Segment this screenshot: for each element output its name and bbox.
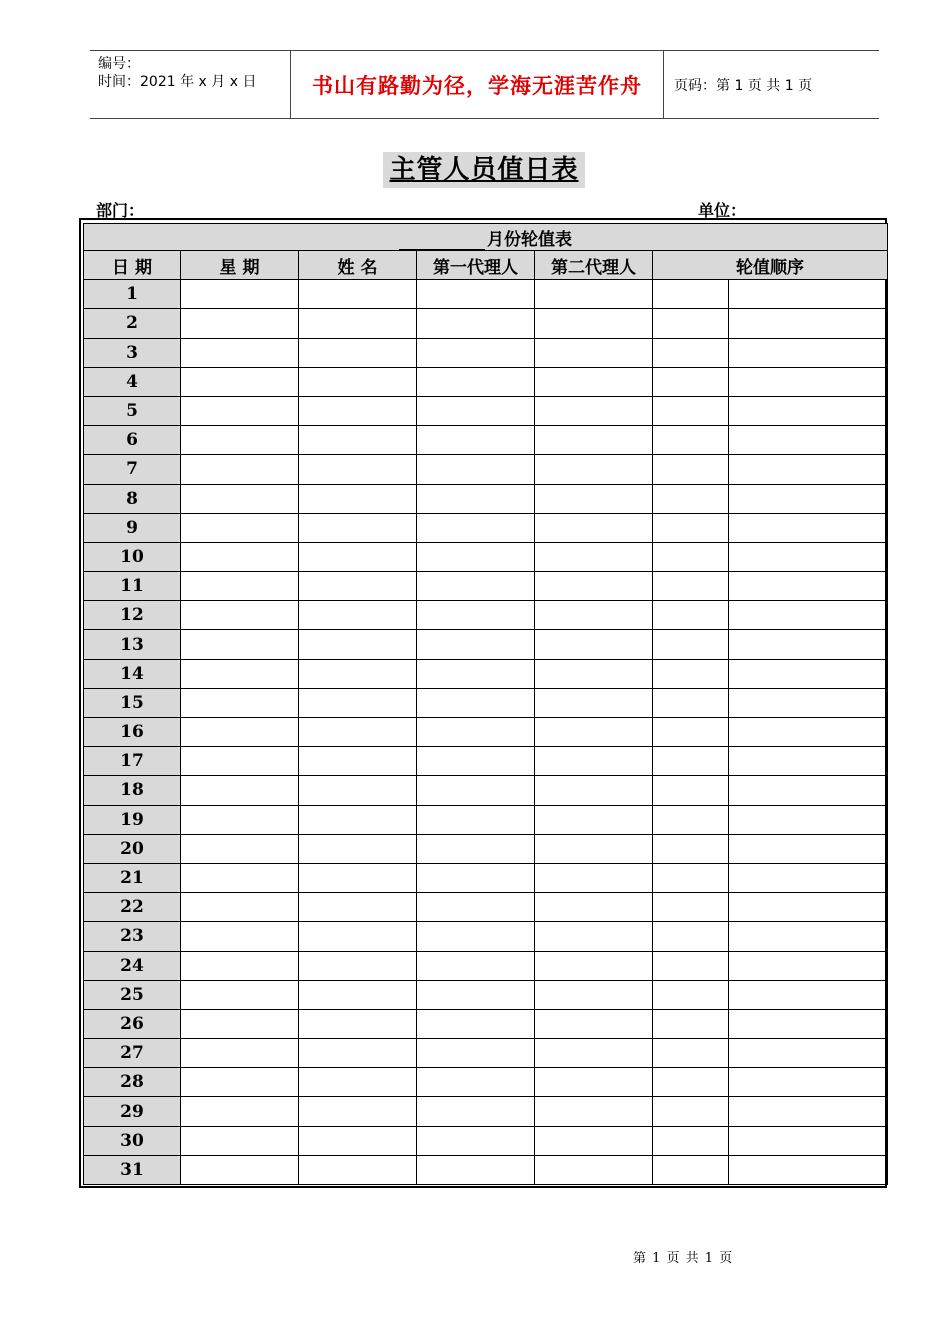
rotation-order-cell-b[interactable] [729,1126,888,1155]
rotation-order-cell-b[interactable] [729,688,888,717]
rotation-order-cell-b[interactable] [729,718,888,747]
first-deputy-cell[interactable] [417,863,535,892]
name-cell[interactable] [299,776,417,805]
weekday-cell[interactable] [181,747,299,776]
weekday-cell[interactable] [181,893,299,922]
col-header-weekday: 星 期 [181,251,299,280]
name-cell[interactable] [299,1097,417,1126]
second-deputy-cell[interactable] [535,426,653,455]
rotation-order-cell-b[interactable] [729,1039,888,1068]
second-deputy-cell[interactable] [535,309,653,338]
table-row [84,280,888,309]
rotation-order-cell-a[interactable] [653,1068,729,1097]
table-row [84,863,888,892]
table-row [84,1039,888,1068]
rotation-order-cell-a[interactable] [653,951,729,980]
weekday-cell[interactable] [181,659,299,688]
rotation-order-cell-a[interactable] [653,718,729,747]
table-row [84,718,888,747]
rotation-order-cell-b[interactable] [729,980,888,1009]
duty-table [83,223,888,1185]
rotation-order-cell-b[interactable] [729,484,888,513]
second-deputy-cell[interactable] [535,455,653,484]
name-cell[interactable] [299,367,417,396]
weekday-cell[interactable] [181,572,299,601]
name-cell[interactable] [299,280,417,309]
day-number: 14 [84,659,181,688]
name-cell[interactable] [299,1126,417,1155]
day-number: 30 [84,1126,181,1155]
rotation-order-cell-b[interactable] [729,455,888,484]
rotation-order-cell-a[interactable] [653,980,729,1009]
first-deputy-cell[interactable] [417,1126,535,1155]
day-number: 16 [84,718,181,747]
day-number: 12 [84,601,181,630]
first-deputy-cell[interactable] [417,659,535,688]
weekday-cell[interactable] [181,718,299,747]
table-row [84,688,888,717]
rotation-order-cell-a[interactable] [653,630,729,659]
rotation-order-cell-a[interactable] [653,484,729,513]
name-cell[interactable] [299,834,417,863]
second-deputy-cell[interactable] [535,688,653,717]
name-cell[interactable] [299,805,417,834]
column-header-row [84,251,888,280]
rotation-order-cell-a[interactable] [653,659,729,688]
name-cell[interactable] [299,718,417,747]
table-row [84,1097,888,1126]
first-deputy-cell[interactable] [417,484,535,513]
rotation-order-cell-a[interactable] [653,455,729,484]
second-deputy-cell[interactable] [535,396,653,425]
name-cell[interactable] [299,542,417,571]
first-deputy-cell[interactable] [417,951,535,980]
department-label: 部门： [96,201,145,220]
table-row [84,513,888,542]
weekday-cell[interactable] [181,338,299,367]
second-deputy-cell[interactable] [535,367,653,396]
first-deputy-cell[interactable] [417,834,535,863]
day-number: 19 [84,805,181,834]
rotation-order-cell-b[interactable] [729,396,888,425]
weekday-cell[interactable] [181,980,299,1009]
day-number: 26 [84,1009,181,1038]
weekday-cell[interactable] [181,396,299,425]
name-cell[interactable] [299,338,417,367]
name-cell[interactable] [299,484,417,513]
table-row [84,834,888,863]
unit-label: 单位： [698,201,747,220]
rotation-order-cell-a[interactable] [653,601,729,630]
second-deputy-cell[interactable] [535,659,653,688]
rotation-order-cell-b[interactable] [729,1155,888,1184]
weekday-cell[interactable] [181,513,299,542]
day-number: 3 [84,338,181,367]
table-row [84,542,888,571]
day-number: 13 [84,630,181,659]
rotation-order-cell-a[interactable] [653,572,729,601]
first-deputy-cell[interactable] [417,280,535,309]
weekday-cell[interactable] [181,1097,299,1126]
name-cell[interactable] [299,630,417,659]
rotation-order-cell-b[interactable] [729,572,888,601]
rotation-order-cell-a[interactable] [653,280,729,309]
day-number: 8 [84,484,181,513]
rotation-order-cell-b[interactable] [729,338,888,367]
day-number: 2 [84,309,181,338]
rotation-order-cell-b[interactable] [729,542,888,571]
second-deputy-cell[interactable] [535,893,653,922]
name-cell[interactable] [299,893,417,922]
duty-table-frame [79,218,887,1188]
day-number: 10 [84,542,181,571]
second-deputy-cell[interactable] [535,863,653,892]
second-deputy-cell[interactable] [535,951,653,980]
table-row [84,572,888,601]
second-deputy-cell[interactable] [535,280,653,309]
table-row [84,980,888,1009]
day-number: 1 [84,280,181,309]
rotation-order-cell-b[interactable] [729,513,888,542]
first-deputy-cell[interactable] [417,338,535,367]
table-row [84,601,888,630]
second-deputy-cell[interactable] [535,922,653,951]
day-number: 27 [84,1039,181,1068]
rotation-order-cell-b[interactable] [729,951,888,980]
name-cell[interactable] [299,980,417,1009]
rotation-order-cell-b[interactable] [729,1097,888,1126]
first-deputy-cell[interactable] [417,542,535,571]
second-deputy-cell[interactable] [535,630,653,659]
weekday-cell[interactable] [181,601,299,630]
col-header-date: 日 期 [84,251,181,280]
col-header-second-deputy: 第二代理人 [535,251,653,280]
weekday-cell[interactable] [181,426,299,455]
table-row [84,951,888,980]
time-label: 时间：2021 年 x 月 x 日 [98,74,257,90]
name-cell[interactable] [299,426,417,455]
name-cell[interactable] [299,572,417,601]
rotation-order-cell-a[interactable] [653,1039,729,1068]
second-deputy-cell[interactable] [535,1009,653,1038]
name-cell[interactable] [299,396,417,425]
name-cell[interactable] [299,1068,417,1097]
document-title-text: 主管人员值日表 [389,155,579,185]
day-number: 29 [84,1097,181,1126]
day-number: 31 [84,1155,181,1184]
table-row [84,338,888,367]
first-deputy-cell[interactable] [417,776,535,805]
rotation-order-cell-b[interactable] [729,659,888,688]
weekday-cell[interactable] [181,1155,299,1184]
rotation-order-cell-a[interactable] [653,426,729,455]
first-deputy-cell[interactable] [417,1155,535,1184]
rotation-order-cell-b[interactable] [729,1068,888,1097]
name-cell[interactable] [299,747,417,776]
day-number: 7 [84,455,181,484]
name-cell[interactable] [299,309,417,338]
first-deputy-cell[interactable] [417,367,535,396]
first-deputy-cell[interactable] [417,601,535,630]
table-row [84,396,888,425]
col-header-first-deputy: 第一代理人 [417,251,535,280]
rotation-order-cell-a[interactable] [653,542,729,571]
table-row [84,309,888,338]
rotation-order-cell-a[interactable] [653,922,729,951]
second-deputy-cell[interactable] [535,1097,653,1126]
rotation-order-cell-a[interactable] [653,513,729,542]
name-cell[interactable] [299,688,417,717]
second-deputy-cell[interactable] [535,1126,653,1155]
day-number: 15 [84,688,181,717]
name-cell[interactable] [299,659,417,688]
second-deputy-cell[interactable] [535,572,653,601]
name-cell[interactable] [299,1009,417,1038]
second-deputy-cell[interactable] [535,513,653,542]
day-number: 23 [84,922,181,951]
second-deputy-cell[interactable] [535,1039,653,1068]
first-deputy-cell[interactable] [417,805,535,834]
second-deputy-cell[interactable] [535,601,653,630]
rotation-order-cell-a[interactable] [653,338,729,367]
second-deputy-cell[interactable] [535,980,653,1009]
table-row [84,484,888,513]
second-deputy-cell[interactable] [535,484,653,513]
rotation-order-cell-b[interactable] [729,280,888,309]
rotation-order-cell-a[interactable] [653,805,729,834]
day-number: 24 [84,951,181,980]
day-number: 28 [84,1068,181,1097]
first-deputy-cell[interactable] [417,893,535,922]
second-deputy-cell[interactable] [535,805,653,834]
name-cell[interactable] [299,863,417,892]
table-row [84,455,888,484]
rotation-order-cell-b[interactable] [729,630,888,659]
weekday-cell[interactable] [181,630,299,659]
first-deputy-cell[interactable] [417,1039,535,1068]
table-row [84,659,888,688]
second-deputy-cell[interactable] [535,834,653,863]
second-deputy-cell[interactable] [535,542,653,571]
weekday-cell[interactable] [181,1039,299,1068]
col-header-name: 姓 名 [299,251,417,280]
day-number: 20 [84,834,181,863]
table-row [84,367,888,396]
weekday-cell[interactable] [181,805,299,834]
weekday-cell[interactable] [181,1126,299,1155]
weekday-cell[interactable] [181,1009,299,1038]
table-row [84,893,888,922]
table-row [84,1009,888,1038]
rotation-order-cell-b[interactable] [729,776,888,805]
weekday-cell[interactable] [181,280,299,309]
table-row [84,776,888,805]
second-deputy-cell[interactable] [535,718,653,747]
rotation-order-cell-a[interactable] [653,396,729,425]
first-deputy-cell[interactable] [417,630,535,659]
rotation-order-cell-b[interactable] [729,863,888,892]
table-row [84,1155,888,1184]
day-number: 18 [84,776,181,805]
page-footer: 第 1 页 共 1 页 [633,1251,734,1266]
weekday-cell[interactable] [181,455,299,484]
day-number: 6 [84,426,181,455]
first-deputy-cell[interactable] [417,1009,535,1038]
first-deputy-cell[interactable] [417,922,535,951]
second-deputy-cell[interactable] [535,338,653,367]
rotation-order-cell-b[interactable] [729,426,888,455]
name-cell[interactable] [299,951,417,980]
weekday-cell[interactable] [181,922,299,951]
first-deputy-cell[interactable] [417,396,535,425]
rotation-order-cell-b[interactable] [729,834,888,863]
rotation-order-cell-a[interactable] [653,367,729,396]
first-deputy-cell[interactable] [417,1068,535,1097]
rotation-order-cell-a[interactable] [653,688,729,717]
rotation-order-cell-a[interactable] [653,747,729,776]
page-info: 页码：第 1 页 共 1 页 [674,77,813,94]
table-row [84,747,888,776]
month-caption: 月份轮值表 [487,229,573,250]
document-title [383,152,585,188]
second-deputy-cell[interactable] [535,747,653,776]
first-deputy-cell[interactable] [417,718,535,747]
rotation-order-cell-b[interactable] [729,1009,888,1038]
rotation-order-cell-b[interactable] [729,309,888,338]
number-label: 编号： [98,56,140,72]
first-deputy-cell[interactable] [417,309,535,338]
weekday-cell[interactable] [181,834,299,863]
motto: 书山有路勤为径，学海无涯苦作舟 [291,51,664,118]
rotation-order-cell-b[interactable] [729,893,888,922]
table-row [84,630,888,659]
first-deputy-cell[interactable] [417,1097,535,1126]
day-number: 4 [84,367,181,396]
first-deputy-cell[interactable] [417,747,535,776]
second-deputy-cell[interactable] [535,1068,653,1097]
second-deputy-cell[interactable] [535,1155,653,1184]
name-cell[interactable] [299,455,417,484]
first-deputy-cell[interactable] [417,426,535,455]
day-number: 17 [84,747,181,776]
day-number: 25 [84,980,181,1009]
rotation-order-cell-b[interactable] [729,805,888,834]
table-row [84,1068,888,1097]
day-number: 11 [84,572,181,601]
first-deputy-cell[interactable] [417,455,535,484]
rotation-order-cell-a[interactable] [653,893,729,922]
rotation-order-cell-a[interactable] [653,1009,729,1038]
rotation-order-cell-b[interactable] [729,601,888,630]
weekday-cell[interactable] [181,484,299,513]
weekday-cell[interactable] [181,367,299,396]
weekday-cell[interactable] [181,951,299,980]
first-deputy-cell[interactable] [417,513,535,542]
rotation-order-cell-a[interactable] [653,1097,729,1126]
weekday-cell[interactable] [181,309,299,338]
first-deputy-cell[interactable] [417,980,535,1009]
table-row [84,805,888,834]
weekday-cell[interactable] [181,688,299,717]
rotation-order-cell-b[interactable] [729,747,888,776]
rotation-order-cell-a[interactable] [653,776,729,805]
table-row [84,1126,888,1155]
rotation-order-cell-b[interactable] [729,367,888,396]
weekday-cell[interactable] [181,776,299,805]
day-number: 5 [84,396,181,425]
day-number: 21 [84,863,181,892]
weekday-cell[interactable] [181,863,299,892]
day-number: 22 [84,893,181,922]
first-deputy-cell[interactable] [417,572,535,601]
table-row [84,426,888,455]
rotation-order-cell-a[interactable] [653,863,729,892]
rotation-order-cell-a[interactable] [653,1126,729,1155]
document-header [90,50,879,119]
weekday-cell[interactable] [181,542,299,571]
name-cell[interactable] [299,922,417,951]
rotation-order-cell-a[interactable] [653,1155,729,1184]
name-cell[interactable] [299,1039,417,1068]
day-number: 9 [84,513,181,542]
rotation-order-cell-a[interactable] [653,309,729,338]
month-caption-cell [84,224,888,251]
name-cell[interactable] [299,1155,417,1184]
name-cell[interactable] [299,601,417,630]
second-deputy-cell[interactable] [535,776,653,805]
rotation-order-cell-b[interactable] [729,922,888,951]
table-row [84,922,888,951]
rotation-order-cell-a[interactable] [653,834,729,863]
first-deputy-cell[interactable] [417,688,535,717]
weekday-cell[interactable] [181,1068,299,1097]
name-cell[interactable] [299,513,417,542]
month-blank[interactable] [399,233,485,250]
col-header-rotation-order: 轮值顺序 [653,251,888,280]
header-info-cell [90,51,291,118]
